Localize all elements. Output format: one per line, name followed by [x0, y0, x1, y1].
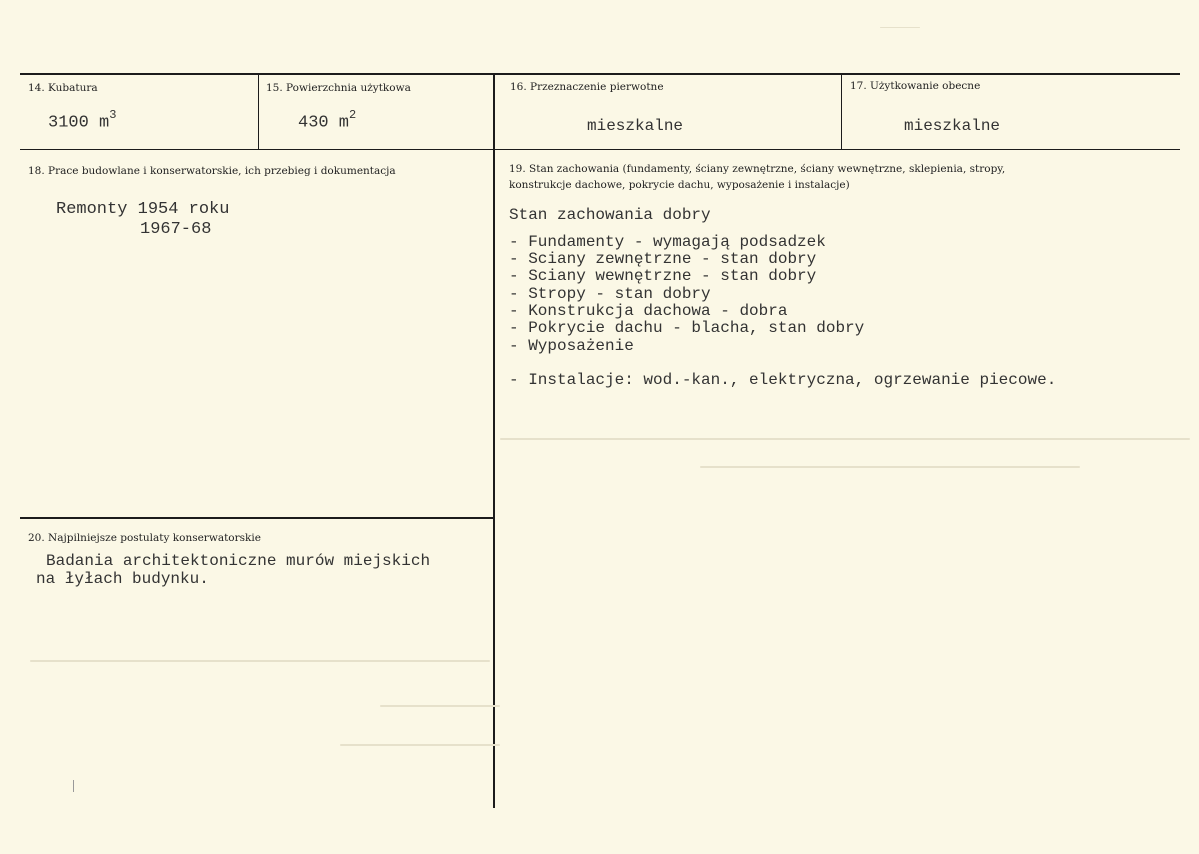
col-divider-2: [493, 75, 495, 808]
field18-bottom-rule: [20, 517, 494, 519]
field18-label: 18. Prace budowlane i konserwatorskie, ich przebieg i dokumentacja: [28, 165, 396, 177]
field20-line-2: na łyłach budynku.: [36, 570, 209, 588]
field19-item: - Pokrycie dachu - blacha, stan dobry: [509, 319, 865, 337]
field14-label: 14. Kubatura: [28, 82, 98, 94]
field19-item: - Stropy - stan dobry: [509, 285, 711, 303]
field19-label-line-1: 19. Stan zachowania (fundamenty, ściany zewnętrzne, ściany wewnętrzne, sklepienia, stropy,: [509, 163, 1006, 175]
field19-item: - Fundamenty - wymagają podsadzek: [509, 233, 826, 251]
col-divider-3: [841, 75, 842, 150]
field19-item: - Wyposażenie: [509, 337, 634, 355]
field19-item: - Sciany wewnętrzne - stan dobry: [509, 267, 817, 285]
field20-line-1: Badania architektoniczne murów miejskich: [46, 552, 431, 570]
bleed-through-mark: [880, 27, 920, 28]
field15-exponent: 2: [349, 108, 357, 122]
field19-installations: - Instalacje: wod.-kan., elektryczna, ogrzewanie piecowe.: [509, 371, 1057, 389]
field18-line-2: 1967-68: [140, 220, 212, 239]
field14-value: 3100 $m^3$: [48, 108, 117, 133]
field15-label: 15. Powierzchnia użytkowa: [266, 82, 411, 94]
field15-value: 430 $m^2$: [298, 108, 357, 133]
field19-heading: Stan zachowania dobry: [509, 206, 711, 224]
field14-exponent: 3: [109, 108, 117, 122]
bleed-through-mark: [380, 705, 500, 707]
row1-bottom-rule: [20, 149, 1180, 150]
bleed-through-mark: [700, 466, 1080, 468]
stray-mark: [73, 780, 74, 792]
top-rule: [20, 73, 1180, 75]
bleed-through-mark: [500, 438, 1190, 440]
field17-value: mieszkalne: [904, 117, 1001, 135]
bleed-through-mark: [30, 660, 490, 662]
field18-line-1: Remonty 1954 roku: [56, 200, 230, 219]
field19-label-line-2: konstrukcje dachowe, pokrycie dachu, wyposażenie i instalacje): [509, 179, 850, 191]
field16-value: mieszkalne: [587, 117, 684, 135]
field19-item: - Konstrukcja dachowa - dobra: [509, 302, 788, 320]
field16-label: 16. Przeznaczenie pierwotne: [510, 81, 664, 93]
field19-item: - Sciany zewnętrzne - stan dobry: [509, 250, 817, 268]
field20-label: 20. Najpilniejsze postulaty konserwatorskie: [28, 532, 261, 544]
field17-label: 17. Użytkowanie obecne: [850, 80, 981, 92]
bleed-through-mark: [340, 744, 500, 746]
col-divider-1: [258, 75, 259, 150]
